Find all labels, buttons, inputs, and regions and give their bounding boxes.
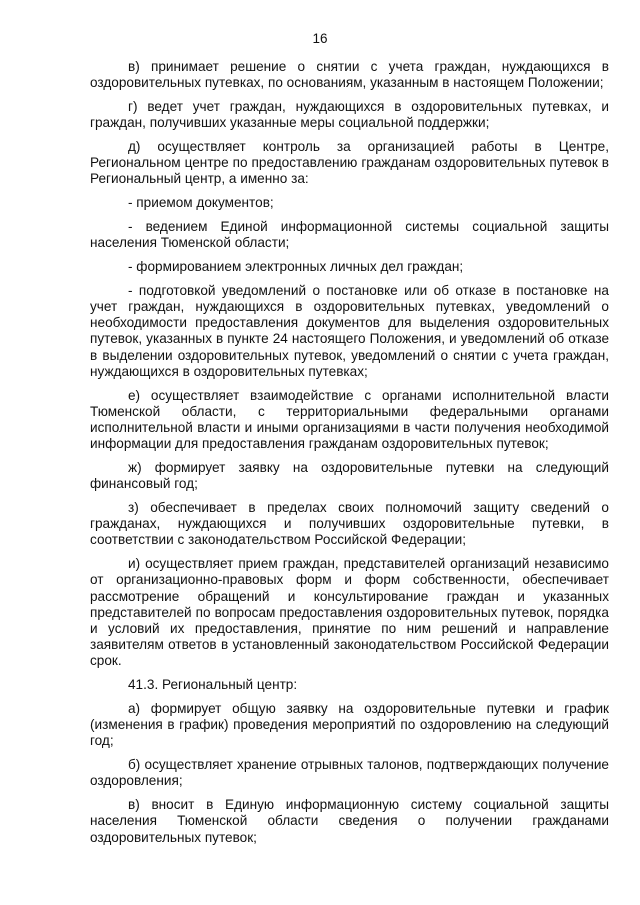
- document-body: [90, 59, 609, 853]
- list-item-electronic-files: - формированием электронных личных дел граждан;: [128, 259, 464, 274]
- paragraph-g-records-keeping: г) ведет учет граждан, нуждающихся в оздоровительных путевках, и граждан, получивших указанные меры социальной поддержки;: [90, 99, 609, 131]
- paragraph-v-decision-removal: в) принимает решение о снятии с учета граждан, нуждающихся в оздоровительных путевках, по основаниям, указанным в настоящем Положении;: [90, 59, 609, 91]
- page-number: 16: [312, 31, 328, 46]
- list-item-information-system: - ведением Единой информационной системы социальной защиты населения Тюменской области;: [90, 219, 609, 251]
- paragraph-zh-application: ж) формирует заявку на оздоровительные путевки на следующий финансовый год;: [90, 460, 609, 492]
- paragraph-z-data-protection: з) обеспечивает в пределах своих полномочий защиту сведений о гражданах, нуждающихся и получивших оздоровительные путевки, в соответствии с законодательством Российской Федерации;: [90, 500, 609, 548]
- paragraph-d-control: д) осуществляет контроль за организацией работы в Центре, Региональном центре по предоставлению гражданам оздоровительных путевок в Региональный центр, а именно за:: [90, 139, 609, 187]
- paragraph-i-reception: и) осуществляет прием граждан, представителей организаций независимо от организационно-правовых форм и форм собственности, обеспечивает рассмотрение обращений и консультирование граждан и указанных представителей по вопросам предоставления оздоровительных путевок, порядка и условий их предоставления, принятие по ним решений и направление заявителям ответов в установленный законодательством Российской Федерации срок.: [90, 556, 609, 669]
- list-item-documents-intake: - приемом документов;: [128, 195, 274, 211]
- paragraph-b-storage: б) осуществляет хранение отрывных талонов, подтверждающих получение оздоровления;: [90, 757, 609, 789]
- paragraph-v-data-entry: в) вносит в Единую информационную систему социальной защиты населения Тюменской области сведения о получении гражданами оздоровительных путевок;: [90, 797, 609, 845]
- paragraph-a-general-application: а) формирует общую заявку на оздоровительные путевки и график (изменения в график) проведения мероприятий по оздоровлению на следующий год;: [90, 701, 609, 749]
- paragraph-e-interaction: е) осуществляет взаимодействие с органами исполнительной власти Тюменской области, с территориальными федеральными органами исполнительной власти и иными организациями в части получения необходимой информации для предоставления гражданам оздоровительных путевок;: [90, 387, 609, 452]
- section-heading-41-3: 41.3. Региональный центр:: [128, 677, 298, 693]
- list-item-notifications: - подготовкой уведомлений о постановке или об отказе в постановке на учет граждан, нуждающихся в оздоровительных путевках, уведомлений о необходимости предоставления документов для выделения оздоровительных путевок, указанных в пункте 24 настоящего Положения, и уведомлений об отказе в выделении оздоровительных путевок, уведомлений о снятии с учета граждан, нуждающихся в оздоровительных путевках;: [90, 282, 609, 379]
